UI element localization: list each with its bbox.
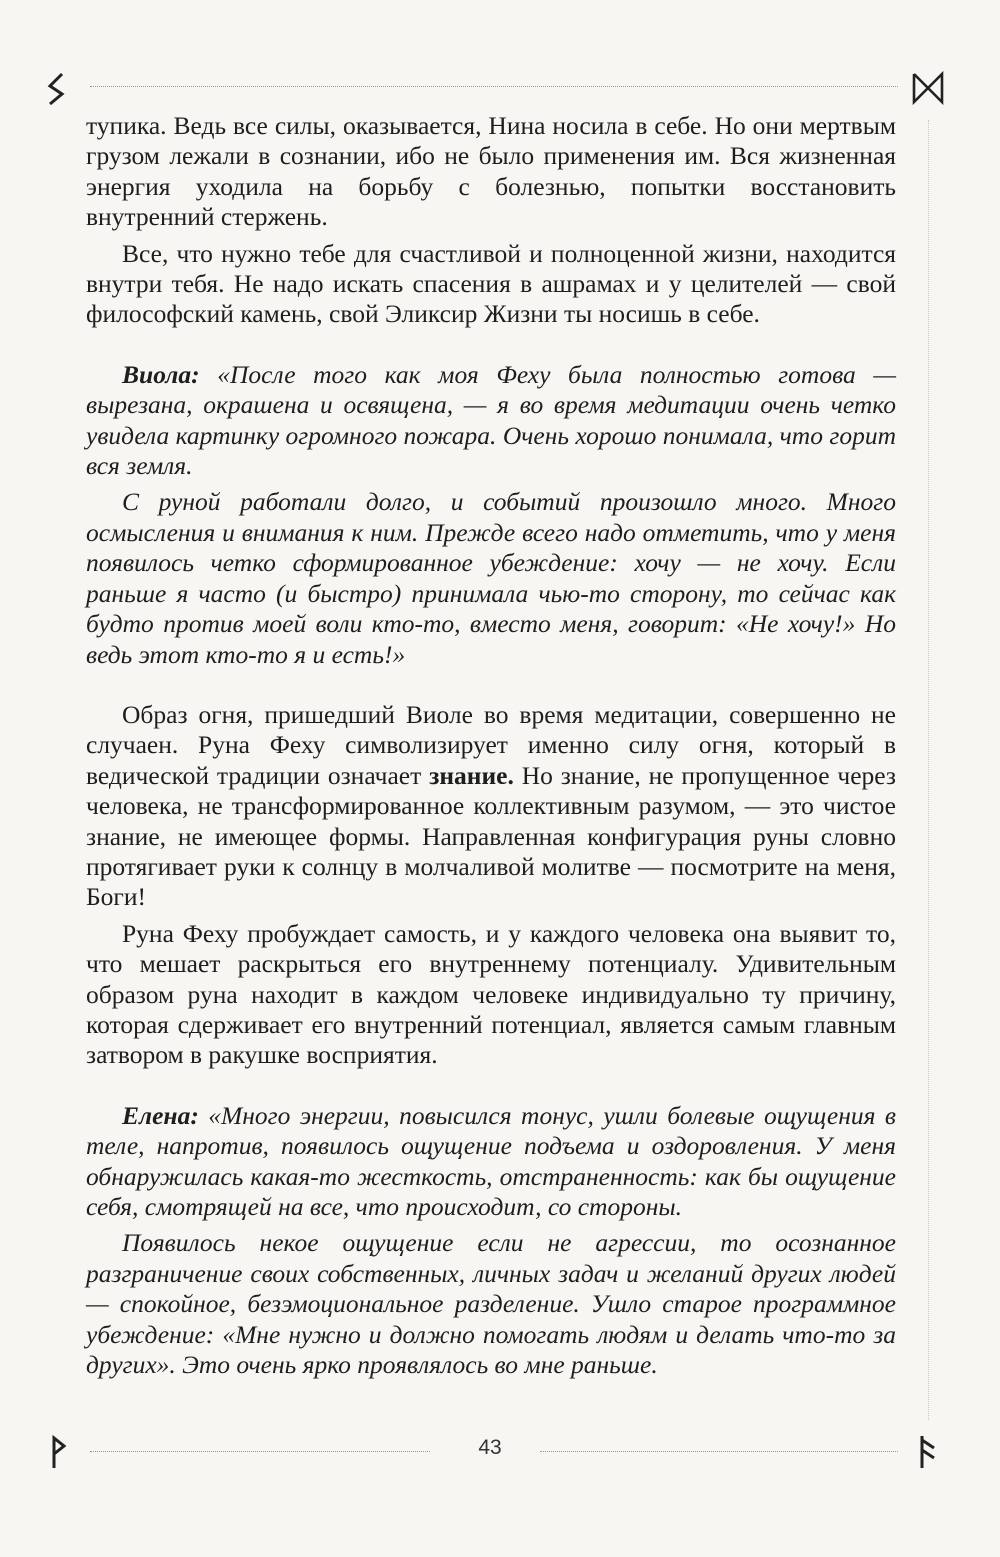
paragraph-inner-strength: Все, что нужно тебе для счастливой и полноценной жизни, находится внутри тебя. Не надо искать спасения в ашрамах и у целителей — свой философский камень, свой Эликсир Жизни ты носишь в себе. xyxy=(86,238,896,329)
footer-divider-left xyxy=(90,1451,430,1452)
dagaz-rune-icon xyxy=(908,68,948,108)
wunjo-rune-icon xyxy=(38,1432,78,1472)
testimonial-viola-1 xyxy=(86,360,896,482)
paragraph-fire-image xyxy=(86,700,896,913)
paragraph-fire-image-end: Но знание, не пропущенное через человека, не трансформированное коллективным разумом, — это чистое знание, не имеющее формы. Направленная конфигурация руны словно протягивает руки к солнцу в молчаливой молитве — посмотрите на меня, Боги! xyxy=(86,760,896,912)
keyword-knowledge: знание. xyxy=(429,760,514,790)
paragraph-continuation: тупика. Ведь все силы, оказывается, Нина носила в себе. Но они мертвым грузом лежали в сознании, ибо не было применения им. Вся жизненная энергия уходила на борьбу с болезнью, попытки восстановить внутренний стержень. xyxy=(86,111,896,232)
footer-divider-right xyxy=(540,1451,898,1452)
paragraph-fire-image-start: Образ огня, пришедший Виоле во время медитации, совершенно не случаен. Руна Феху символизирует именно силу огня, который в ведической традиции означает xyxy=(86,699,896,790)
testimonial-viola-1-text: «После того как моя Феху была полностью готова — вырезана, окрашена и освящена, — я во время медитации очень четко увидела картинку огромного пожара. Очень хорошо понимала, что горит вся земля. xyxy=(86,359,896,481)
speaker-viola: Виола: xyxy=(122,359,200,389)
page-body xyxy=(86,111,896,1380)
paragraph-fehu-selfhood: Руна Феху пробуждает самость, и у каждого человека она выявит то, что мешает раскрыться его внутреннему потенциалу. Удивительным образом руна находит в каждом человеке индивидуально ту причину, которая сдерживает его внутренний потенциал, является самым главным затвором в ракушке восприятия. xyxy=(86,918,896,1070)
ansuz-rune-icon xyxy=(908,1432,948,1472)
testimonial-elena-2: Появилось некое ощущение если не агрессии, то осознанное разграничение своих собственных, личных задач и желаний других людей — спокойное, безэмоциональное разделение. Ушло старое программное убеждение: «Мне нужно и должно помогать людям и делать что-то за других». Это очень ярко проявлялось во мне раньше. xyxy=(86,1228,896,1380)
margin-divider xyxy=(928,120,929,1420)
sowilo-rune-icon xyxy=(38,68,78,108)
speaker-elena: Елена: xyxy=(122,1100,199,1130)
page-number: 43 xyxy=(478,1436,502,1459)
testimonial-viola-2: С руной работали долго, и событий произошло много. Много осмысления и внимания к ним. Прежде всего надо отметить, что у меня появилось четко сформированное убеждение: хочу — не хочу. Если раньше я часто (и быстро) принимала чью-то сторону, то сейчас как будто против моей воли кто-то, вместо меня, говорит: «Не хочу!» Но ведь этот кто-то я и есть!» xyxy=(86,487,896,669)
testimonial-elena-1 xyxy=(86,1101,896,1223)
header-divider xyxy=(90,86,898,87)
testimonial-elena-1-text: «Много энергии, повысился тонус, ушли болевые ощущения в теле, напротив, появилось ощущение подъема и оздоровления. У меня обнаружилась какая-то жесткость, отстраненность: как бы ощущение себя, смотрящей на все, что происходит, со стороны. xyxy=(86,1100,896,1221)
